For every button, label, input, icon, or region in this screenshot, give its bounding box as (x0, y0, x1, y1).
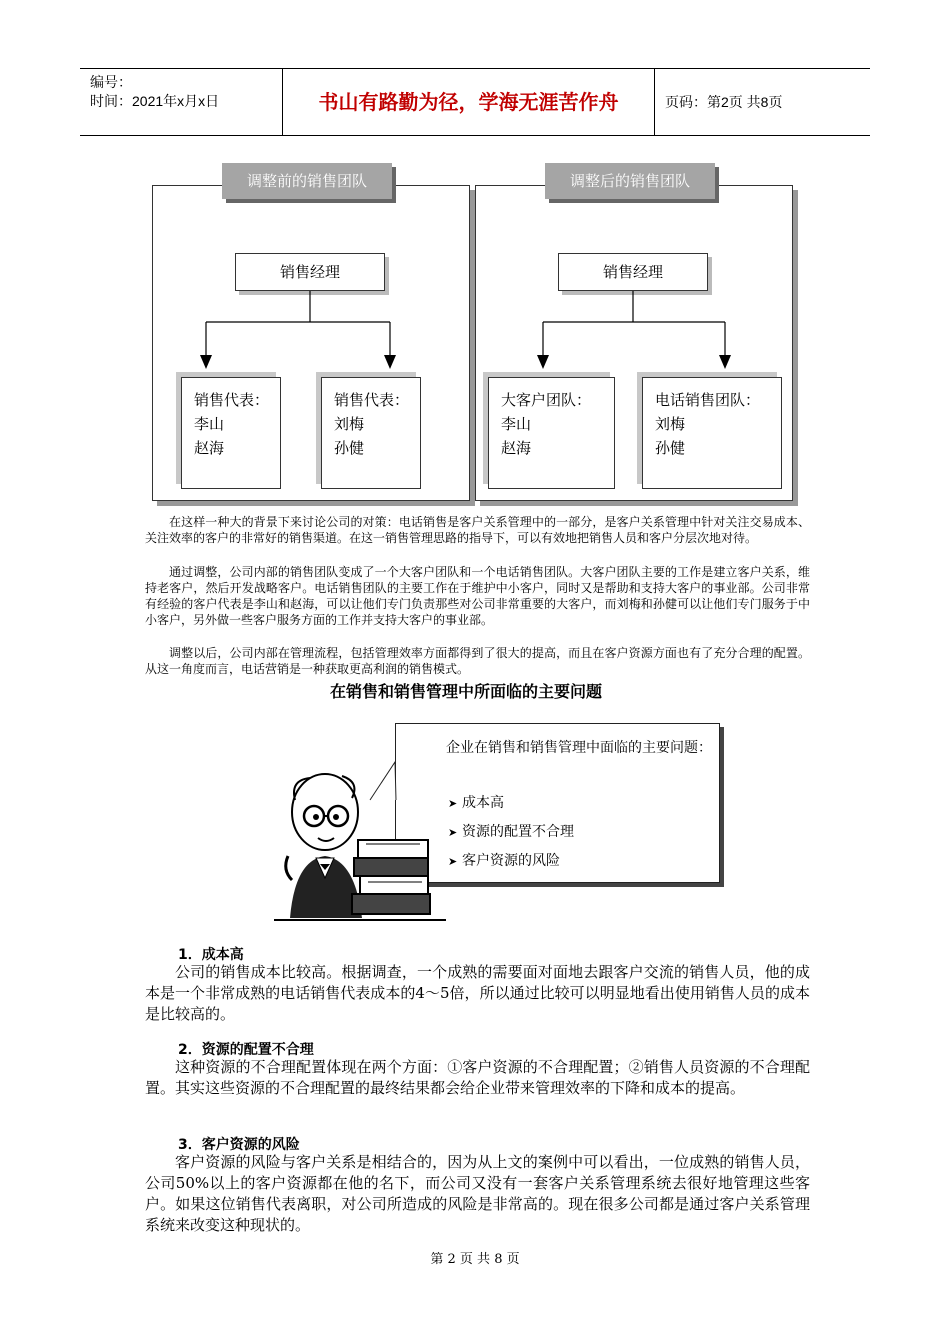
org-chart-after (475, 172, 800, 507)
page-header (80, 68, 870, 136)
body-paragraph: 调整以后，公司内部在管理流程，包括管理效率方面都得到了很大的提高，而且在客户资源方面也有了充分合理的配置。从这一角度而言，电话营销是一种获取更高利润的销售模式。 (145, 646, 810, 676)
team-box (321, 377, 421, 489)
section-heading: 3．客户资源的风险 (178, 1137, 300, 1153)
section-title: 在销售和销售管理中所面临的主要问题 (330, 682, 603, 701)
body-paragraph: 通过调整，公司内部的销售团队变成了一个大客户团队和一个电话销售团队。大客户团队主要的工作是建立客户关系，维持老客户，然后开发战略客户。电话销售团队的主要工作在于维护中小客户，同时又是帮助和支持大客户的事业部。公司非常有经验的客户代表是李山和赵海，可以让他们专门负责那些对公司非常重要的大客户，而刘梅和孙健可以让他们专门服务于中小客户，另外做一些客户服务方面的工作并支持大客户的事业部。 (145, 565, 810, 627)
team-member: 孙健 (655, 439, 686, 457)
section-text: 公司的销售成本比较高。根据调查，一个成熟的需要面对面地去跟客户交流的销售人员，他的成本是一个非常成熟的电话销售代表成本的4～5倍，所以通过比较可以明显地看出使用销售人员的成本是比较高的。 (145, 963, 810, 1023)
team-box (642, 377, 782, 489)
team-label: 销售代表： (334, 391, 410, 409)
header-number: 编号： (90, 74, 132, 90)
arrow-icon: ➤ (448, 855, 458, 868)
org-chart-title: 调整后的销售团队 (545, 163, 715, 199)
team-label: 电话销售团队： (655, 391, 761, 409)
section-text: 这种资源的不合理配置体现在两个方面：①客户资源的不合理配置；②销售人员资源的不合理配置。其实这些资源的不合理配置的最终结果都会给企业带来管理效率的下降和成本的提高。 (145, 1058, 810, 1097)
arrow-icon: ➤ (448, 797, 458, 810)
team-member: 刘梅 (334, 415, 365, 433)
bubble-item: ➤ 客户资源的风险 (448, 853, 560, 869)
section-heading: 2．资源的配置不合理 (178, 1042, 314, 1058)
sales-manager-box: 销售经理 (558, 253, 708, 291)
sales-manager-box: 销售经理 (235, 253, 385, 291)
header-page-number: 页码：第2页 共8页 (665, 94, 783, 110)
team-member: 李山 (194, 415, 225, 433)
team-member: 李山 (501, 415, 532, 433)
team-member: 孙健 (334, 439, 365, 457)
team-box (181, 377, 281, 489)
team-label: 大客户团队： (501, 391, 592, 409)
team-box (488, 377, 615, 489)
header-motto: 书山有路勤为径，学海无涯苦作舟 (283, 69, 655, 135)
team-member: 赵海 (194, 439, 225, 457)
team-member: 刘梅 (655, 415, 686, 433)
org-chart-title: 调整前的销售团队 (222, 163, 392, 199)
team-label: 销售代表： (194, 391, 270, 409)
professor-cartoon-icon (270, 760, 450, 928)
section-text: 客户资源的风险与客户关系是相结合的，因为从上文的案例中可以看出，一位成熟的销售人员，公司50%以上的客户资源都在他的名下，而公司又没有一套客户关系管理系统去很好地管理这些客户。如果这位销售代表离职，对公司所造成的风险是非常高的。现在很多公司都是通过客户关系管理系统来改变这种现状的。 (145, 1153, 810, 1234)
bubble-item: ➤ 资源的配置不合理 (448, 824, 574, 840)
bubble-question: 企业在销售和销售管理中面临的主要问题： (446, 740, 712, 756)
org-chart-before (152, 172, 477, 507)
section-heading: 1．成本高 (178, 947, 244, 963)
team-member: 赵海 (501, 439, 532, 457)
bubble-item: ➤ 成本高 (448, 795, 504, 811)
arrow-icon: ➤ (448, 826, 458, 839)
body-paragraph: 在这样一种大的背景下来讨论公司的对策：电话销售是客户关系管理中的一部分，是客户关系管理中针对关注交易成本、关注效率的客户的非常好的销售渠道。在这一销售管理思路的指导下，可以有效地把销售人员和客户分层次地对待。 (145, 515, 810, 545)
page-footer: 第 2 页 共 8 页 (430, 1252, 520, 1267)
header-meta (80, 69, 283, 135)
header-date: 时间：2021年x月x日 (90, 93, 220, 109)
